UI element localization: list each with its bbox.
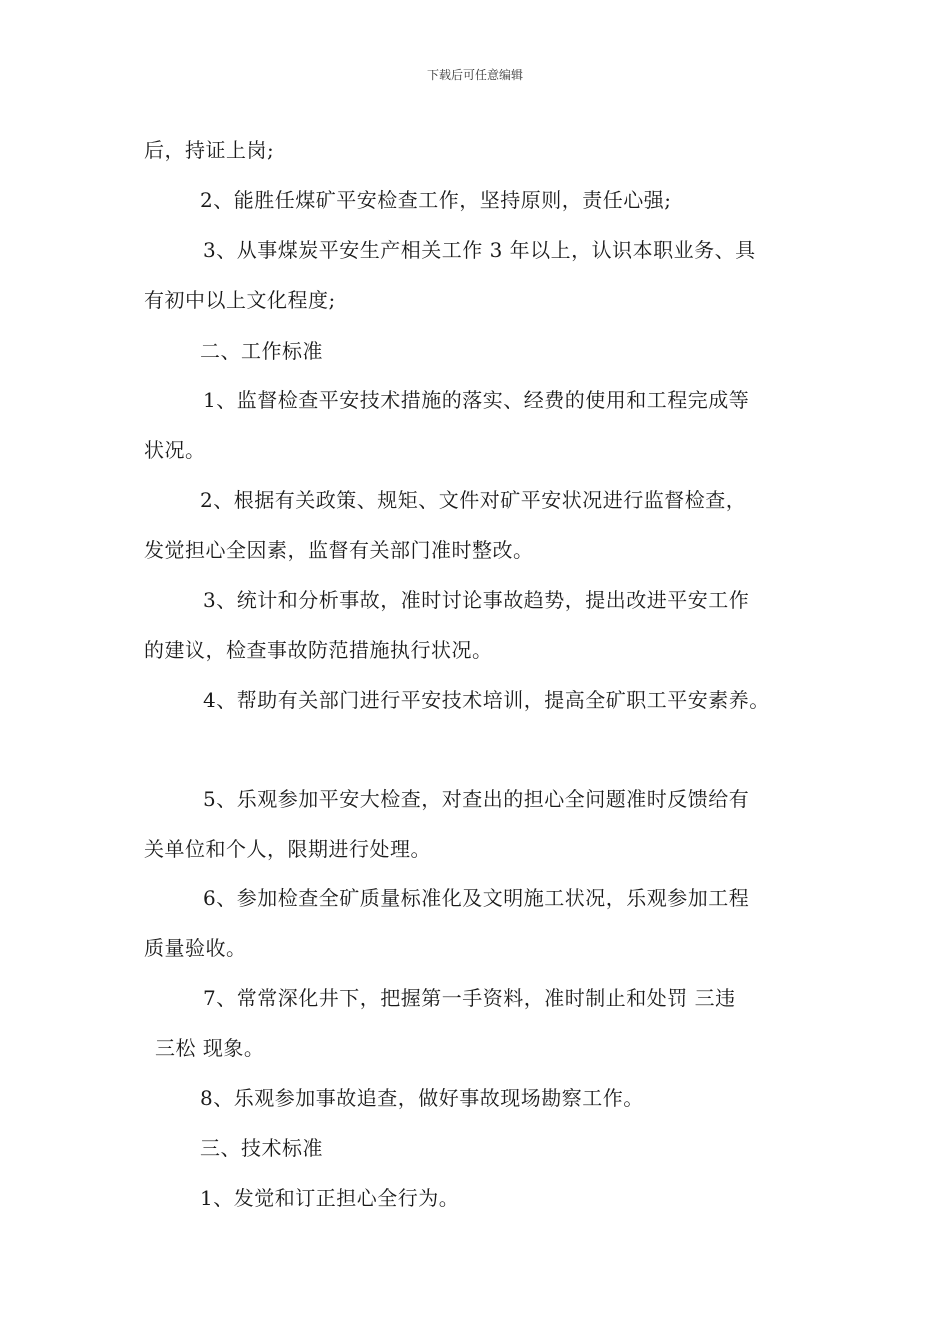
paragraph-line: 的建议，检查事故防范措施执行状况。: [144, 638, 493, 662]
paragraph-line: 后，持证上岗;: [144, 138, 275, 162]
paragraph-line: 3、统计和分析事故，准时讨论事故趋势，提出改进平安工作: [203, 588, 750, 612]
paragraph-line: 有初中以上文化程度;: [144, 288, 336, 312]
paragraph-line: 发觉担心全因素，监督有关部门准时整改。: [144, 538, 534, 562]
page-header: 下载后可任意编辑: [426, 68, 523, 82]
paragraph-line: 5、乐观参加平安大检查，对查出的担心全问题准时反馈给有: [203, 787, 750, 811]
paragraph-line: 2、根据有关政策、规矩、文件对矿平安状况进行监督检查，: [200, 488, 747, 512]
paragraph-line: 1、监督检查平安技术措施的落实、经费的使用和工程完成等: [203, 388, 750, 412]
section-heading: 二、工作标准: [200, 339, 323, 363]
paragraph-line: 2、能胜任煤矿平安检查工作，坚持原则，责任心强;: [200, 188, 672, 212]
paragraph-line: 4、帮助有关部门进行平安技术培训，提高全矿职工平安素养。: [203, 688, 770, 712]
paragraph-line: 6、参加检查全矿质量标准化及文明施工状况，乐观参加工程: [203, 886, 750, 910]
paragraph-line: 8、乐观参加事故追查，做好事故现场勘察工作。: [200, 1086, 644, 1110]
section-heading: 三、技术标准: [200, 1136, 323, 1160]
paragraph-line: 1、发觉和订正担心全行为。: [200, 1186, 460, 1210]
paragraph-line: 7、常常深化井下，把握第一手资料，准时制止和处罚 三违: [203, 986, 736, 1010]
paragraph-line: 状况。: [144, 438, 206, 462]
paragraph-line: 3、从事煤炭平安生产相关工作 3 年以上，认识本职业务、具: [203, 238, 756, 262]
paragraph-line: 关单位和个人，限期进行处理。: [144, 837, 431, 861]
paragraph-line: 质量验收。: [144, 936, 247, 960]
paragraph-line: 三松 现象。: [155, 1036, 265, 1060]
